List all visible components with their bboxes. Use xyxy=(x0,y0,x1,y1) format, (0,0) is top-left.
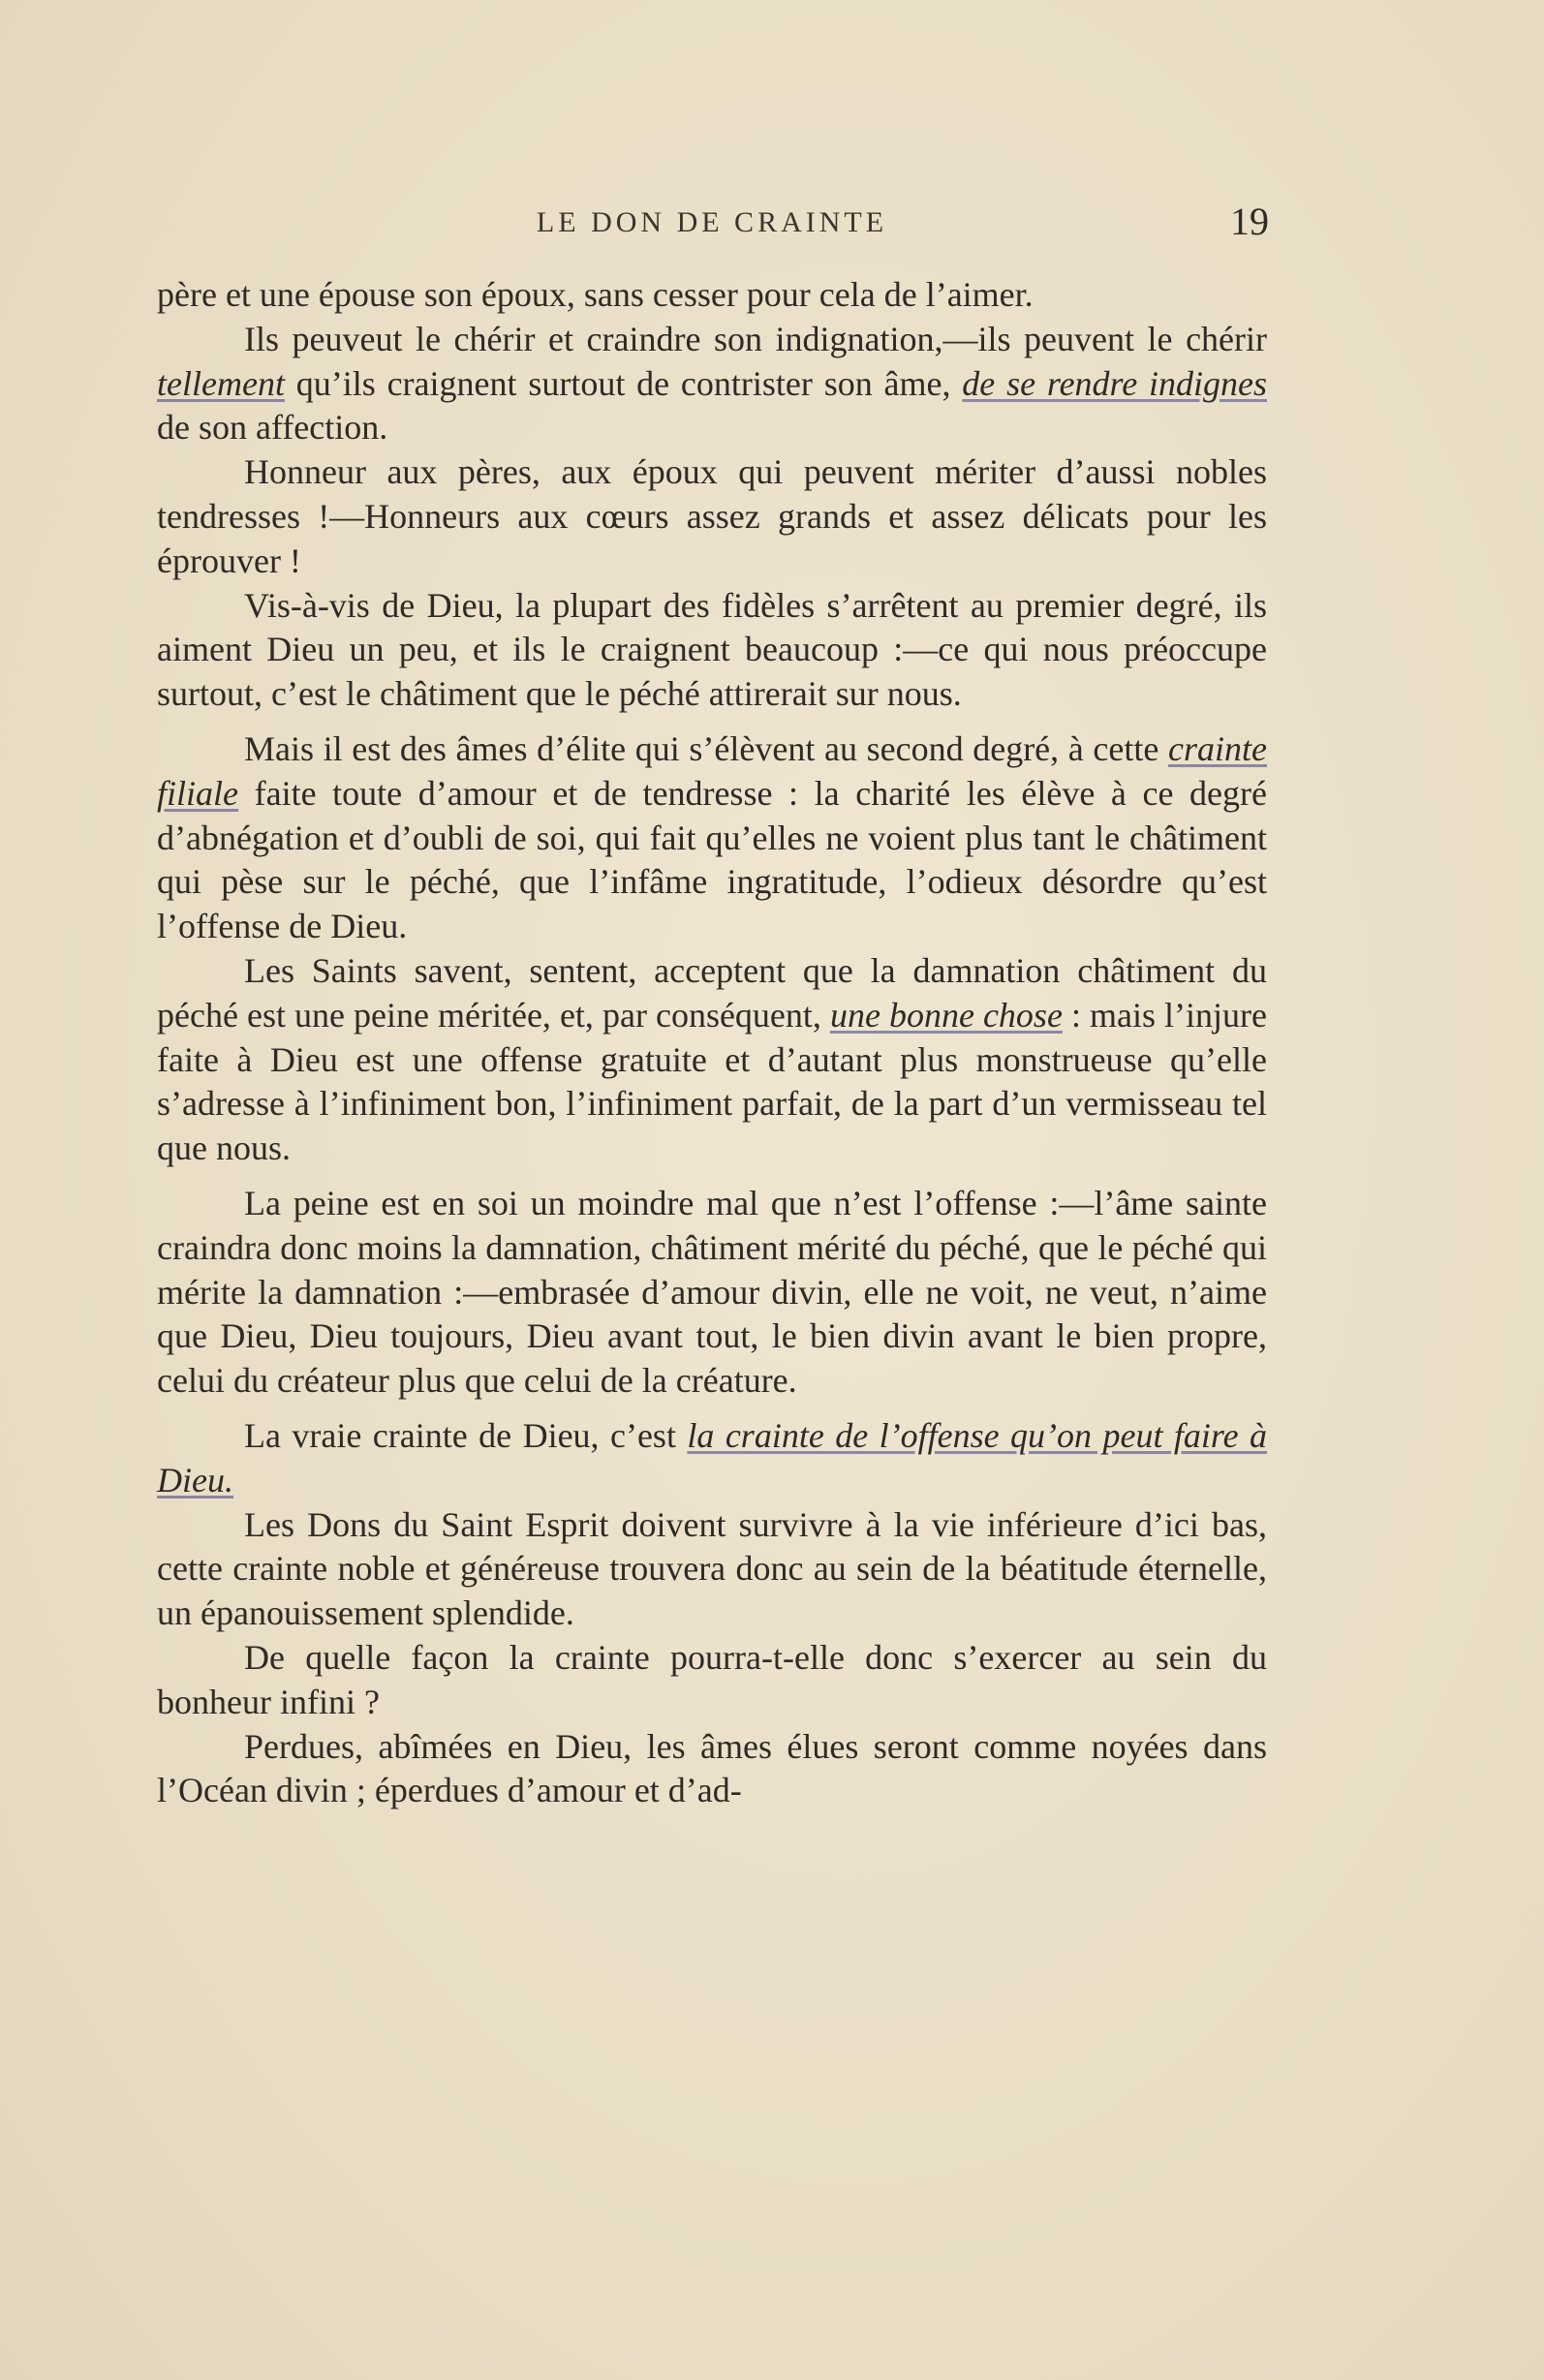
italic-run: une bonne chose xyxy=(829,995,1063,1035)
running-head: LE DON DE CRAINTE xyxy=(536,206,888,238)
paragraph-3 xyxy=(157,450,1267,583)
paragraph-5 xyxy=(157,727,1267,949)
text-run: : mais l’injure faite à Dieu est une offense gratuite et d’autant plus monstrueuse qu’elle s’adresse à l’infiniment bon, l’infiniment parfait, de la part d’un vermisseau tel que nous. xyxy=(157,995,1267,1168)
paragraph-2 xyxy=(157,318,1267,450)
text-run: Les Dons du Saint Esprit doivent survivre à la vie inférieure d’ici bas, cette crainte noble et généreuse trouvera donc au sein de la béatitude éternelle, un épanouissement splendide. xyxy=(157,1504,1267,1633)
text-run: Ils peuveut le chérir et craindre son indignation,—ils peuvent le chérir xyxy=(244,319,1267,358)
paragraph-7 xyxy=(157,1182,1267,1404)
text-run: Honneur aux pères, aux époux qui peuvent mériter d’aussi nobles tendresses !—Honneurs aux cœurs assez grands et assez délicats pour les éprouver ! xyxy=(157,452,1267,580)
paragraph-11 xyxy=(157,1725,1267,1814)
italic-run: crainte filiale xyxy=(157,728,1267,813)
text-run: de son affection. xyxy=(157,408,388,448)
italic-run: de se rendre indignes xyxy=(962,363,1268,403)
text-run: Les Saints savent, sentent, acceptent que la damnation châtiment du péché est une peine méritée, et, par conséquent, xyxy=(157,950,1267,1035)
page-number: 19 xyxy=(1230,200,1269,243)
text-run: De quelle façon la crainte pourra-t-elle donc s’exercer au sein du bonheur infini ? xyxy=(157,1637,1267,1721)
italic-run: la crainte de l’offense qu’on peut faire à Dieu. xyxy=(157,1415,1267,1499)
page-header xyxy=(155,199,1269,253)
paragraph-10 xyxy=(157,1636,1267,1725)
paragraph-4 xyxy=(157,584,1267,717)
text-run: père et une épouse son époux, sans cesser pour cela de l’aimer. xyxy=(157,275,1034,314)
text-run: qu’ils craignent surtout de contrister son âme, xyxy=(284,363,963,403)
text-run: La vraie crainte de Dieu, c’est xyxy=(244,1415,688,1455)
italic-run: tellement xyxy=(157,363,285,403)
text-run: Mais il est des âmes d’élite qui s’élèvent au second degré, à cette xyxy=(244,728,1169,768)
text-run: Perdues, abîmées en Dieu, les âmes élues seront comme noyées dans l’Océan divin ; éperdues d’amour et d’ad- xyxy=(157,1726,1267,1810)
paragraph-1 xyxy=(157,273,1267,318)
paragraph-8 xyxy=(157,1414,1267,1503)
paragraph-9 xyxy=(157,1503,1267,1636)
body-text xyxy=(157,273,1267,1813)
paragraph-6 xyxy=(157,949,1267,1171)
text-run: faite toute d’amour et de tendresse : la charité les élève à ce degré d’abnégation et d’oubli de soi, qui fait qu’elles ne voient plus tant le châtiment qui pèse sur le péché, que l’infâme ingratitude, l’odieux désordre qu’est l’offense de Dieu. xyxy=(157,773,1267,946)
text-run: La peine est en soi un moindre mal que n’est l’offense :—l’âme sainte craindra donc moins la damnation, châtiment mérité du péché, que le péché qui mérite la damnation :—embrasée d’amour divin, elle ne voit, ne veut, n’aime que Dieu, Dieu toujours, Dieu avant tout, le bien divin avant le bien propre, celui du créateur plus que celui de la créature. xyxy=(157,1183,1267,1401)
text-run: Vis-à-vis de Dieu, la plupart des fidèles s’arrêtent au premier degré, ils aiment Dieu un peu, et ils le craignent beaucoup :—ce qui nous préoccupe surtout, c’est le châtiment que le péché attirerait sur nous. xyxy=(157,585,1267,714)
